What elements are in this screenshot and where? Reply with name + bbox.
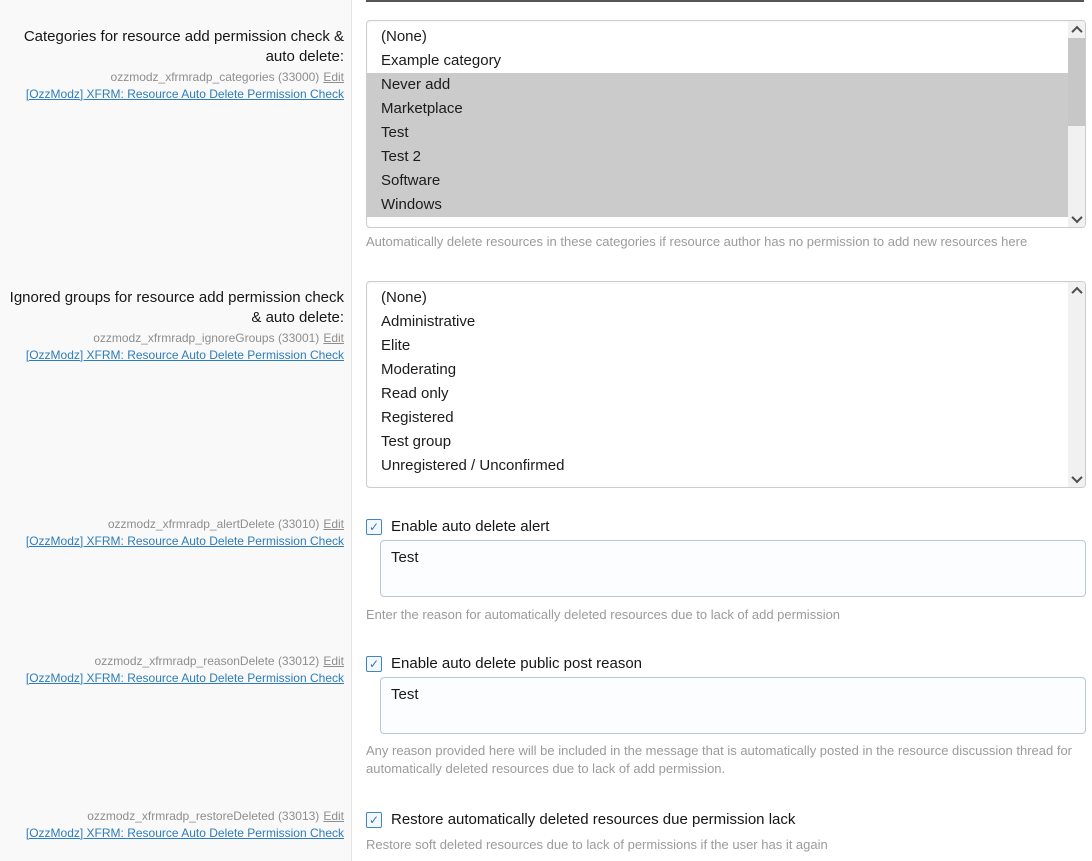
ignored-groups-listbox[interactable] [366, 281, 1086, 488]
option-label-alert-delete [0, 516, 344, 549]
edit-link[interactable]: Edit [323, 331, 344, 345]
option-label-categories [0, 27, 344, 102]
option-meta [0, 330, 344, 347]
listbox-option[interactable]: (None) [381, 28, 427, 45]
option-meta [0, 69, 344, 86]
option-meta [0, 516, 344, 533]
scrollbar[interactable] [1068, 21, 1085, 227]
listbox-option-selected[interactable]: Windows [367, 193, 1068, 217]
option-id: ozzmodz_xfrmradp_ignoreGroups (33001) [93, 331, 320, 345]
option-id: ozzmodz_xfrmradp_categories (33000) [110, 70, 320, 84]
listbox-option[interactable]: Elite [381, 337, 411, 354]
listbox-option[interactable]: (None) [381, 289, 427, 306]
edit-link[interactable]: Edit [323, 809, 344, 823]
scrollbar[interactable] [1068, 282, 1085, 487]
option-help-text: Automatically delete resources in these categories if resource author has no permission to add new resources here [366, 234, 1028, 249]
addon-link[interactable]: [OzzModz] XFRM: Resource Auto Delete Permission Check [25, 671, 344, 685]
restore-deleted-row[interactable] [366, 810, 795, 830]
listbox-option[interactable]: Example category [381, 52, 502, 69]
checkbox-label[interactable]: Restore automatically deleted resources due permission lack [391, 811, 796, 828]
option-id: ozzmodz_xfrmradp_reasonDelete (33012) [94, 654, 320, 668]
chevron-down-icon [1071, 211, 1082, 222]
listbox-option[interactable]: Administrative [381, 313, 476, 330]
scroll-down-button[interactable] [1068, 470, 1085, 487]
option-label-reason-delete [0, 653, 344, 686]
alert-reason-input[interactable] [380, 540, 1086, 597]
enable-public-post-reason-checkbox[interactable] [366, 656, 382, 672]
option-meta [0, 653, 344, 670]
scroll-up-button[interactable] [1068, 21, 1085, 38]
listbox-option-selected[interactable]: Test 2 [367, 145, 1068, 169]
previous-row-divider [366, 0, 1084, 2]
option-id: ozzmodz_xfrmradp_restoreDeleted (33013) [87, 809, 320, 823]
addon-link[interactable]: [OzzModz] XFRM: Resource Auto Delete Permission Check [25, 348, 344, 362]
listbox-option[interactable]: Test group [381, 433, 452, 450]
edit-link[interactable]: Edit [323, 654, 344, 668]
option-title: Categories for resource add permission check & auto delete: [23, 28, 344, 65]
listbox-option[interactable]: Read only [381, 385, 449, 402]
checkmark-icon: ✓ [368, 813, 380, 827]
checkbox-label[interactable]: Enable auto delete public post reason [391, 655, 643, 672]
edit-link[interactable]: Edit [323, 517, 344, 531]
option-label-restore-deleted [0, 808, 344, 841]
listbox-option-selected[interactable]: Test [367, 121, 1068, 145]
categories-listbox[interactable] [366, 20, 1086, 228]
scrollbar-thumb[interactable] [1068, 38, 1085, 126]
enable-public-post-reason-row[interactable] [366, 654, 642, 674]
listbox-option-selected[interactable]: Marketplace [367, 97, 1068, 121]
option-help-text: Enter the reason for automatically deleted resources due to lack of add permission [366, 607, 841, 622]
listbox-option-selected[interactable]: Never add [367, 73, 1068, 97]
option-label-ignore-groups [0, 288, 344, 363]
checkbox-label[interactable]: Enable auto delete alert [391, 518, 550, 535]
listbox-option[interactable]: Unregistered / Unconfirmed [381, 457, 565, 474]
chevron-up-icon [1071, 286, 1082, 297]
chevron-up-icon [1071, 25, 1082, 36]
edit-link[interactable]: Edit [323, 70, 344, 84]
scroll-down-button[interactable] [1068, 210, 1085, 227]
scroll-up-button[interactable] [1068, 282, 1085, 299]
enable-auto-delete-alert-checkbox[interactable] [366, 519, 382, 535]
addon-link[interactable]: [OzzModz] XFRM: Resource Auto Delete Permission Check [25, 826, 344, 840]
option-id: ozzmodz_xfrmradp_alertDelete (33010) [107, 517, 320, 531]
checkmark-icon: ✓ [368, 657, 380, 671]
listbox-option-selected[interactable]: Software [367, 169, 1068, 193]
public-post-reason-input[interactable] [380, 677, 1086, 734]
options-label-column [0, 0, 352, 861]
option-title: Ignored groups for resource add permission check & auto delete: [9, 289, 344, 326]
option-help-text: Restore soft deleted resources due to lack of permissions if the user has it again [366, 837, 828, 852]
addon-link[interactable]: [OzzModz] XFRM: Resource Auto Delete Permission Check [25, 534, 344, 548]
chevron-down-icon [1071, 471, 1082, 482]
option-help-text: Any reason provided here will be included in the message that is automatically posted in the resource discussion thread for automatically deleted resources due to lack of add permission. [366, 743, 1073, 776]
listbox-option[interactable]: Moderating [381, 361, 457, 378]
restore-deleted-checkbox[interactable] [366, 812, 382, 828]
option-meta [0, 808, 344, 825]
addon-link[interactable]: [OzzModz] XFRM: Resource Auto Delete Permission Check [25, 87, 344, 101]
enable-auto-delete-alert-row[interactable] [366, 517, 549, 537]
checkmark-icon: ✓ [368, 520, 380, 534]
listbox-option[interactable]: Registered [381, 409, 454, 426]
